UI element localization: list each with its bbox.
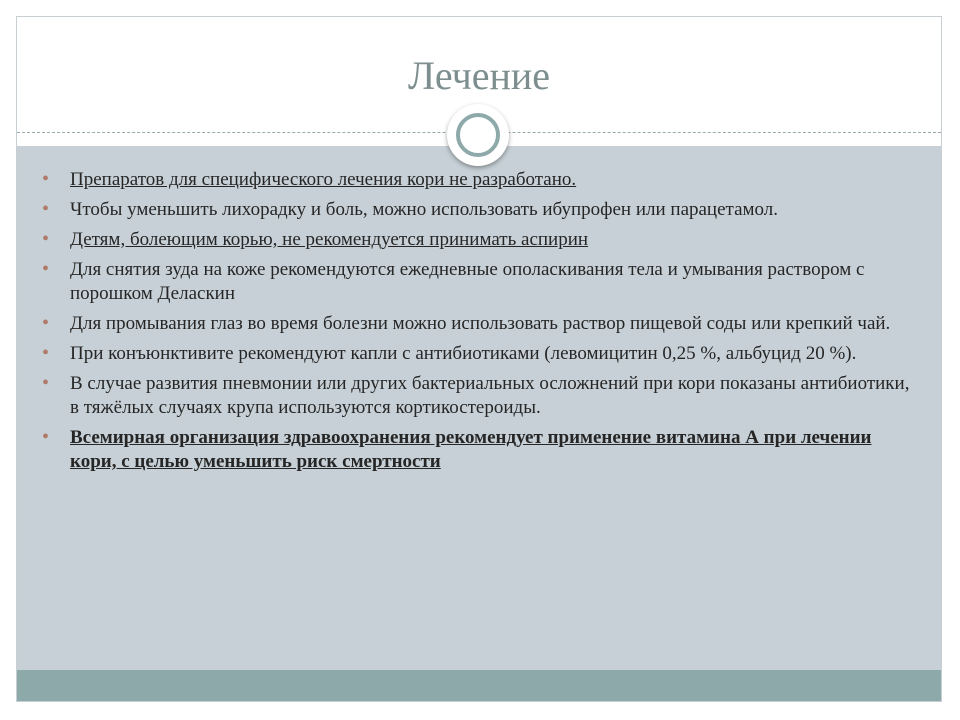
list-item — [40, 258, 910, 306]
bullet-text: Детям, болеющим корью, не рекомендуется принимать аспирин — [70, 229, 589, 250]
list-item — [40, 168, 910, 192]
bullet-text: В случае развития пневмонии или других бактериальных осложнений при кори показаны антибиотики, в тяжёлых случаях крупа используются кортикостероиды. — [70, 373, 910, 418]
list-item — [40, 426, 910, 474]
ring-icon — [447, 104, 509, 166]
list-item — [40, 342, 910, 366]
bullet-list — [40, 168, 910, 480]
list-item — [40, 312, 910, 336]
bullet-text: Для снятия зуда на коже рекомендуются ежедневные ополаскивания тела и умывания раствором с порошком Деласкин — [70, 259, 865, 304]
bullet-text: При конъюнктивите рекомендуют капли с антибиотиками (левомицитин 0,25 %, альбуцид 20 %). — [70, 343, 857, 364]
footer-band — [17, 670, 941, 701]
bullet-text: Препаратов для специфического лечения кори не разработано. — [70, 169, 577, 190]
list-item — [40, 228, 910, 252]
list-item — [40, 372, 910, 420]
bullet-text: Всемирная организация здравоохранения рекомендует применение витамина А при лечении кори, с целью уменьшить риск смертности — [70, 427, 872, 472]
bullet-text: Чтобы уменьшить лихорадку и боль, можно использовать ибупрофен или парацетамол. — [70, 199, 779, 220]
bullet-text: Для промывания глаз во время болезни можно использовать раствор пищевой соды или крепкий чай. — [70, 313, 891, 334]
list-item — [40, 198, 910, 222]
slide-title: Лечение — [407, 53, 551, 98]
